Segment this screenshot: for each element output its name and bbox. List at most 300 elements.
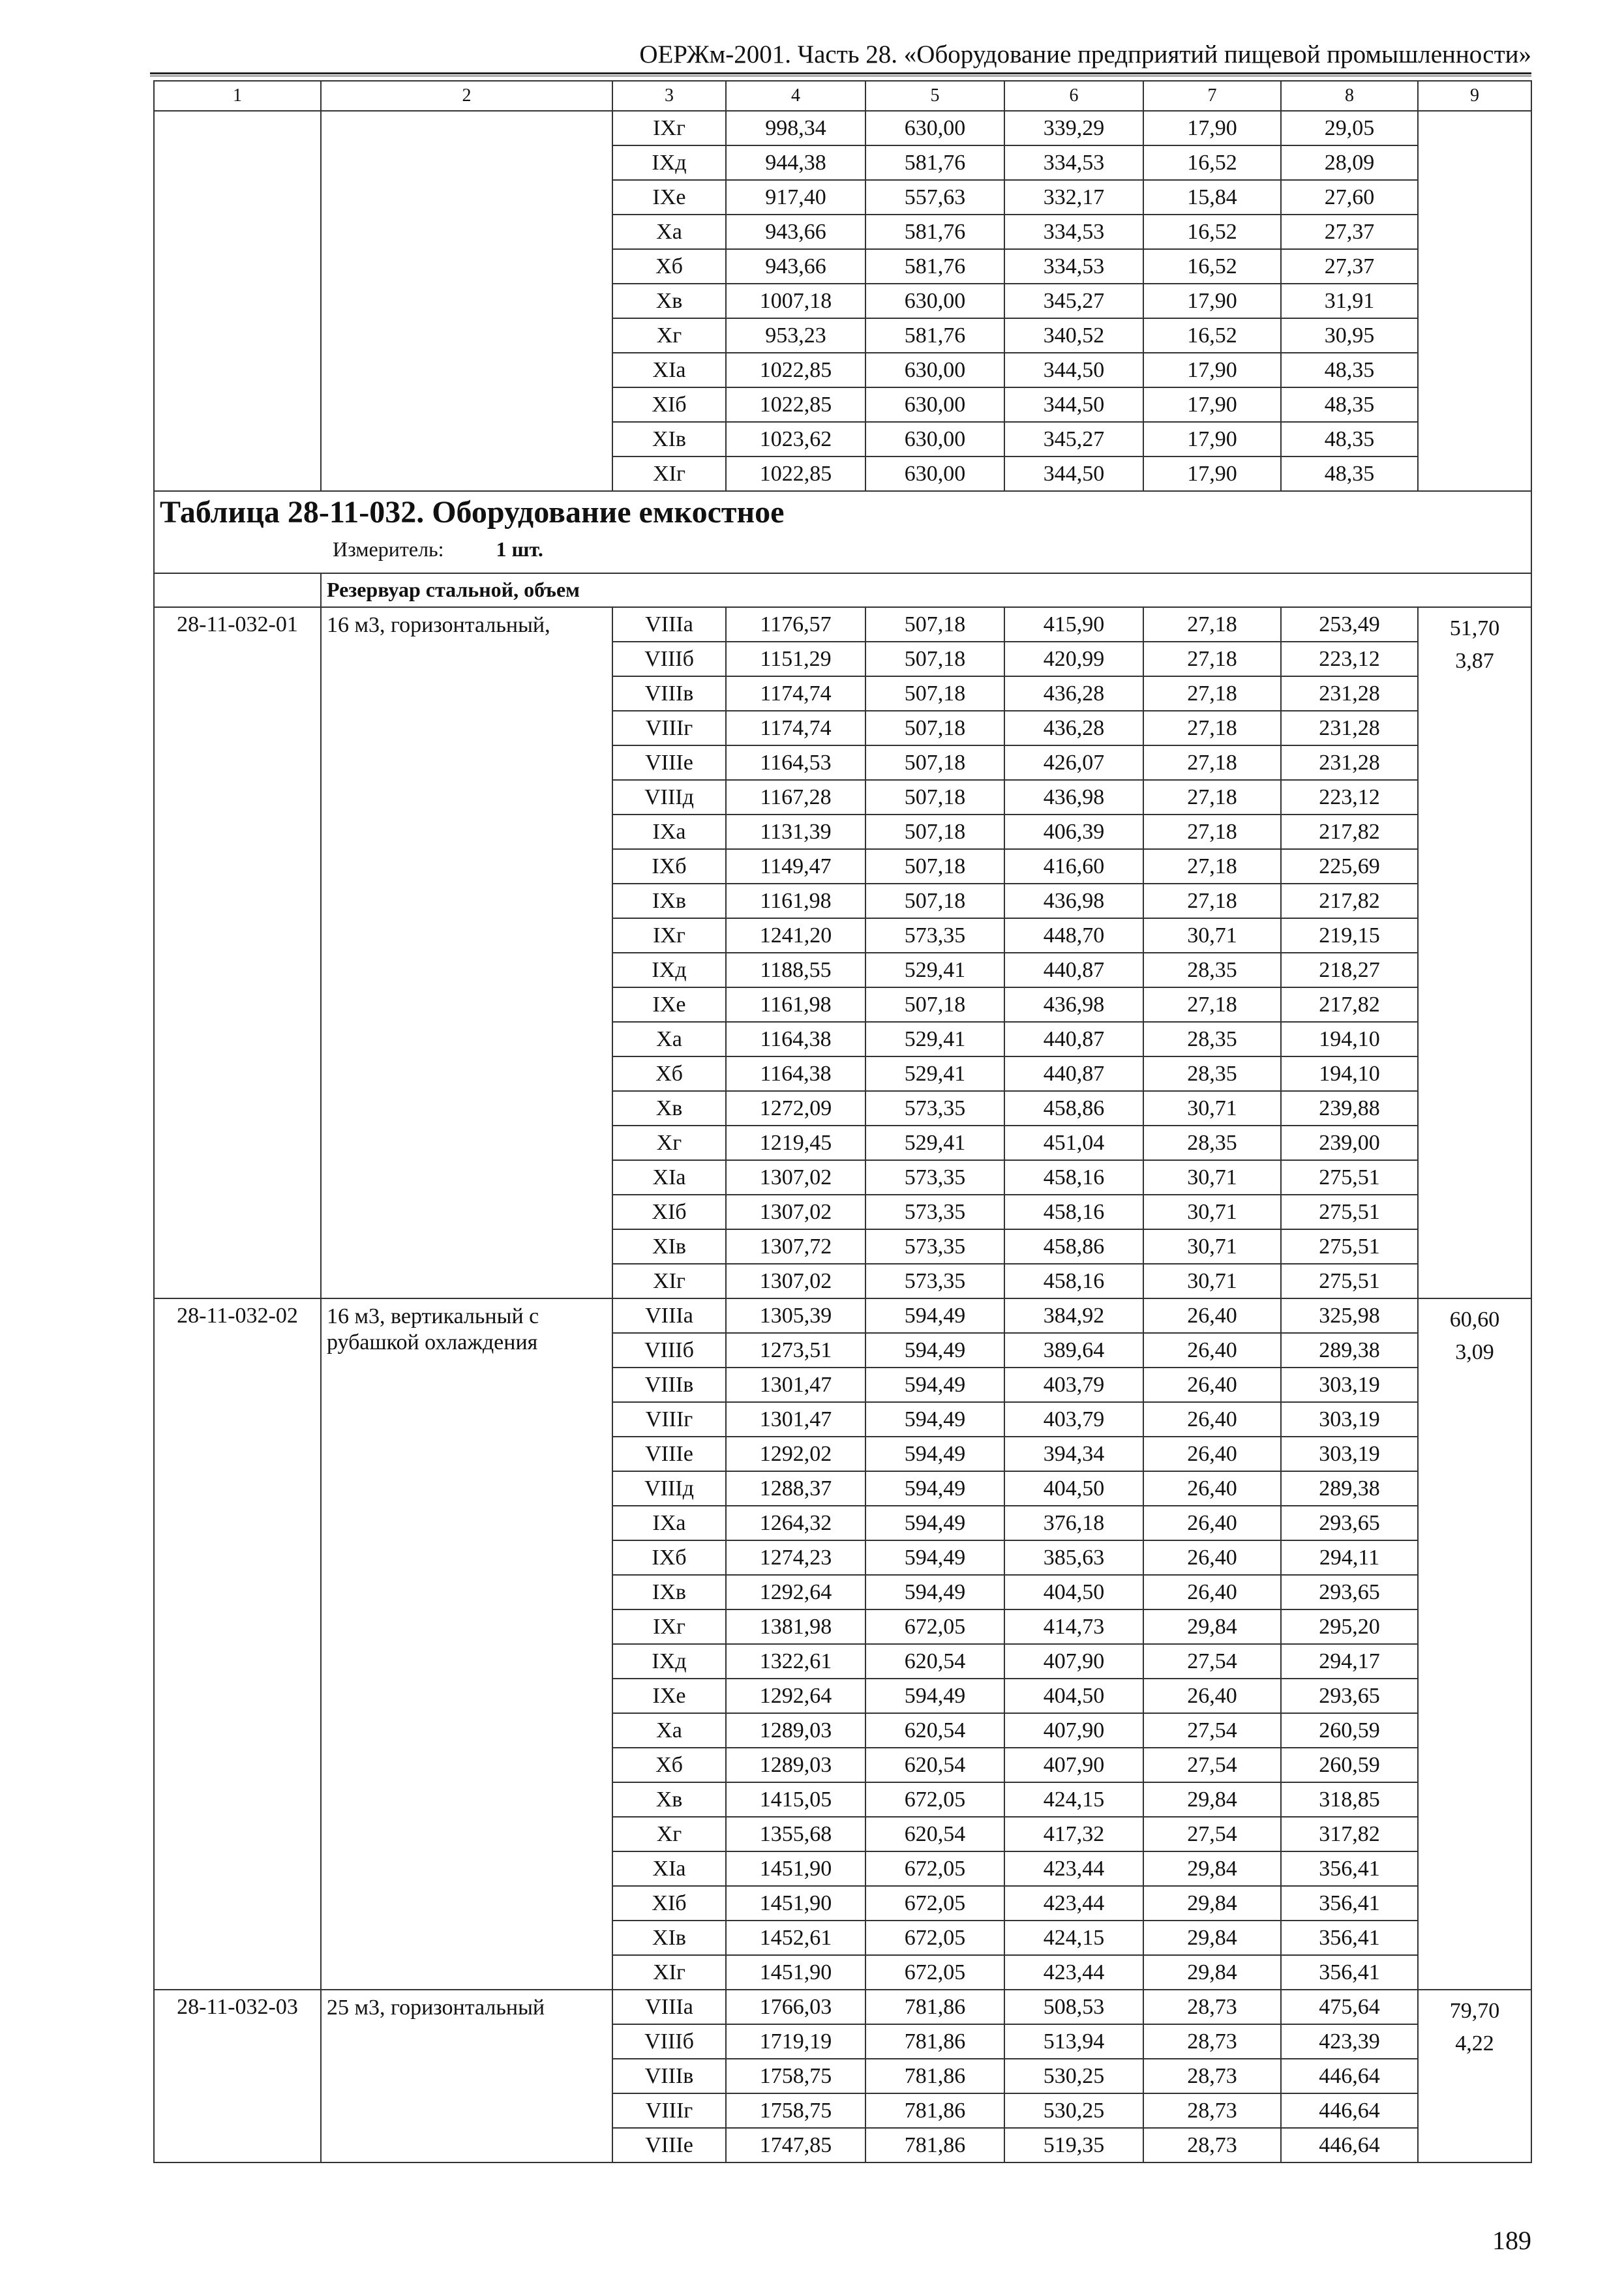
value-cell: 672,05 — [865, 1609, 1004, 1644]
value-cell: 917,40 — [726, 180, 865, 215]
value-cell: 1161,98 — [726, 884, 865, 918]
zone-cell: Xг — [612, 1817, 726, 1851]
column-number: 4 — [726, 81, 865, 111]
value-cell: 404,50 — [1004, 1679, 1143, 1713]
value-cell: 944,38 — [726, 145, 865, 180]
value-cell: 27,54 — [1143, 1713, 1281, 1748]
value-cell: 475,64 — [1281, 1990, 1418, 2024]
value-cell: 29,05 — [1281, 111, 1418, 145]
value-cell: 17,90 — [1143, 111, 1281, 145]
zone-cell: VIIIб — [612, 1333, 726, 1368]
value-cell: 436,28 — [1004, 676, 1143, 711]
value-cell: 289,38 — [1281, 1471, 1418, 1506]
value-cell: 416,60 — [1004, 849, 1143, 884]
value-cell: 420,99 — [1004, 642, 1143, 676]
value-cell: 943,66 — [726, 215, 865, 249]
zone-cell: Xг — [612, 318, 726, 353]
value-cell: 436,98 — [1004, 780, 1143, 815]
running-header: ОЕРЖм-2001. Часть 28. «Оборудование предприятий пищевой промышленности» — [639, 40, 1531, 68]
group-title-row — [154, 573, 1531, 607]
zone-cell: VIIIг — [612, 711, 726, 745]
value-cell: 630,00 — [865, 353, 1004, 387]
value-cell: 26,40 — [1143, 1437, 1281, 1471]
value-cell: 26,40 — [1143, 1368, 1281, 1402]
value-cell: 389,64 — [1004, 1333, 1143, 1368]
zone-cell: IXа — [612, 815, 726, 849]
table-row — [154, 111, 1531, 145]
zone-cell: Xа — [612, 215, 726, 249]
value-cell: 458,16 — [1004, 1195, 1143, 1229]
value-cell: 426,07 — [1004, 745, 1143, 780]
value-cell: 28,09 — [1281, 145, 1418, 180]
value-cell: 1292,02 — [726, 1437, 865, 1471]
value-cell: 998,34 — [726, 111, 865, 145]
value-cell: 507,18 — [865, 987, 1004, 1022]
value-cell: 403,79 — [1004, 1368, 1143, 1402]
value-cell: 217,82 — [1281, 987, 1418, 1022]
value-cell: 507,18 — [865, 780, 1004, 815]
value-cell: 581,76 — [865, 318, 1004, 353]
value-cell: 436,98 — [1004, 987, 1143, 1022]
value-cell: 332,17 — [1004, 180, 1143, 215]
value-cell: 26,40 — [1143, 1298, 1281, 1333]
value-cell: 1022,85 — [726, 353, 865, 387]
value-cell: 27,18 — [1143, 607, 1281, 642]
value-cell: 1415,05 — [726, 1782, 865, 1817]
value-cell: 594,49 — [865, 1679, 1004, 1713]
value-cell: 29,84 — [1143, 1851, 1281, 1886]
value-cell: 507,18 — [865, 711, 1004, 745]
value-cell: 404,50 — [1004, 1575, 1143, 1609]
value-cell: 529,41 — [865, 953, 1004, 987]
table-title-cell — [154, 491, 1531, 573]
value-cell: 630,00 — [865, 387, 1004, 422]
value-cell: 295,20 — [1281, 1609, 1418, 1644]
value-cell: 303,19 — [1281, 1402, 1418, 1437]
value-cell: 594,49 — [865, 1437, 1004, 1471]
value-cell: 231,28 — [1281, 745, 1418, 780]
value-cell: 530,25 — [1004, 2059, 1143, 2093]
value-cell: 376,18 — [1004, 1506, 1143, 1540]
value-cell: 194,10 — [1281, 1056, 1418, 1091]
value-cell: 384,92 — [1004, 1298, 1143, 1333]
zone-cell: XIа — [612, 1160, 726, 1195]
value-cell: 458,86 — [1004, 1229, 1143, 1264]
value-cell: 344,50 — [1004, 456, 1143, 491]
value-cell: 620,54 — [865, 1817, 1004, 1851]
value-cell: 1381,98 — [726, 1609, 865, 1644]
value-cell: 581,76 — [865, 249, 1004, 284]
value-cell: 26,40 — [1143, 1333, 1281, 1368]
zone-cell: VIIIв — [612, 676, 726, 711]
value-cell: 403,79 — [1004, 1402, 1143, 1437]
value-cell: 507,18 — [865, 884, 1004, 918]
value-cell: 1451,90 — [726, 1851, 865, 1886]
zone-cell: XIв — [612, 1229, 726, 1264]
value-cell: 620,54 — [865, 1748, 1004, 1782]
value-cell: 28,35 — [1143, 1022, 1281, 1056]
value-cell: 672,05 — [865, 1851, 1004, 1886]
value-cell: 27,54 — [1143, 1748, 1281, 1782]
value-cell: 458,86 — [1004, 1091, 1143, 1126]
value-cell: 1747,85 — [726, 2128, 865, 2162]
value-cell: 27,18 — [1143, 815, 1281, 849]
value-cell: 530,25 — [1004, 2093, 1143, 2128]
value-cell: 440,87 — [1004, 1056, 1143, 1091]
zone-cell: IXд — [612, 145, 726, 180]
group-title: Резервуар стальной, объем — [327, 578, 580, 602]
value-cell: 620,54 — [865, 1713, 1004, 1748]
value-cell: 1451,90 — [726, 1886, 865, 1921]
value-cell: 231,28 — [1281, 676, 1418, 711]
value-cell: 1149,47 — [726, 849, 865, 884]
value-cell: 1307,02 — [726, 1264, 865, 1298]
value-cell: 1164,38 — [726, 1056, 865, 1091]
zone-cell: IXв — [612, 884, 726, 918]
value-cell: 26,40 — [1143, 1402, 1281, 1437]
zone-cell: IXе — [612, 180, 726, 215]
col9-value: 3,87 — [1455, 649, 1494, 673]
value-cell: 1307,02 — [726, 1160, 865, 1195]
value-cell: 507,18 — [865, 607, 1004, 642]
value-cell: 446,64 — [1281, 2093, 1418, 2128]
value-cell: 436,28 — [1004, 711, 1143, 745]
value-cell: 573,35 — [865, 1160, 1004, 1195]
value-cell: 30,71 — [1143, 1229, 1281, 1264]
value-cell: 594,49 — [865, 1506, 1004, 1540]
value-cell: 28,73 — [1143, 2024, 1281, 2059]
value-cell: 26,40 — [1143, 1540, 1281, 1575]
value-cell: 1164,38 — [726, 1022, 865, 1056]
value-cell: 672,05 — [865, 1886, 1004, 1921]
item-code: 28-11-032-02 — [154, 1298, 321, 1990]
value-cell: 27,54 — [1143, 1644, 1281, 1679]
value-cell: 594,49 — [865, 1402, 1004, 1437]
zone-cell: Xг — [612, 1126, 726, 1160]
value-cell: 1719,19 — [726, 2024, 865, 2059]
value-cell: 27,60 — [1281, 180, 1418, 215]
value-cell: 28,35 — [1143, 953, 1281, 987]
value-cell: 529,41 — [865, 1022, 1004, 1056]
value-cell: 29,84 — [1143, 1955, 1281, 1990]
zone-cell: VIIIд — [612, 1471, 726, 1506]
value-cell: 513,94 — [1004, 2024, 1143, 2059]
zone-cell: XIб — [612, 1195, 726, 1229]
value-cell: 1219,45 — [726, 1126, 865, 1160]
value-cell: 781,86 — [865, 2024, 1004, 2059]
value-cell: 630,00 — [865, 422, 1004, 456]
value-cell: 1164,53 — [726, 745, 865, 780]
zone-cell: XIа — [612, 1851, 726, 1886]
value-cell: 223,12 — [1281, 780, 1418, 815]
value-cell: 424,15 — [1004, 1782, 1143, 1817]
value-cell: 28,73 — [1143, 2093, 1281, 2128]
value-cell: 48,35 — [1281, 422, 1418, 456]
value-cell: 28,35 — [1143, 1126, 1281, 1160]
value-cell: 28,35 — [1143, 1056, 1281, 1091]
value-cell: 507,18 — [865, 745, 1004, 780]
value-cell: 29,84 — [1143, 1886, 1281, 1921]
column-number: 5 — [865, 81, 1004, 111]
value-cell: 356,41 — [1281, 1921, 1418, 1955]
zone-cell: XIг — [612, 456, 726, 491]
value-cell: 334,53 — [1004, 145, 1143, 180]
empty-cell — [154, 573, 321, 607]
table-title: Таблица 28-11-032. Оборудование емкостное — [160, 495, 785, 530]
value-cell: 407,90 — [1004, 1644, 1143, 1679]
value-cell: 1007,18 — [726, 284, 865, 318]
zone-cell: VIIIа — [612, 607, 726, 642]
value-cell: 17,90 — [1143, 284, 1281, 318]
value-cell: 29,84 — [1143, 1921, 1281, 1955]
value-cell: 17,90 — [1143, 353, 1281, 387]
col9-cell — [1418, 1990, 1531, 2162]
value-cell: 344,50 — [1004, 353, 1143, 387]
value-cell: 48,35 — [1281, 387, 1418, 422]
value-cell: 594,49 — [865, 1575, 1004, 1609]
value-cell: 30,71 — [1143, 1091, 1281, 1126]
value-cell: 407,90 — [1004, 1713, 1143, 1748]
value-cell: 17,90 — [1143, 422, 1281, 456]
value-cell: 294,11 — [1281, 1540, 1418, 1575]
value-cell: 16,52 — [1143, 318, 1281, 353]
value-cell: 620,54 — [865, 1644, 1004, 1679]
value-cell: 223,12 — [1281, 642, 1418, 676]
value-cell: 27,18 — [1143, 849, 1281, 884]
zone-cell: VIIIе — [612, 1437, 726, 1471]
zone-cell: IXг — [612, 1609, 726, 1644]
value-cell: 1161,98 — [726, 987, 865, 1022]
item-description: 16 м3, горизонтальный, — [321, 607, 612, 1298]
column-number: 6 — [1004, 81, 1143, 111]
value-cell: 275,51 — [1281, 1195, 1418, 1229]
value-cell: 275,51 — [1281, 1229, 1418, 1264]
zone-cell: XIв — [612, 422, 726, 456]
value-cell: 218,27 — [1281, 953, 1418, 987]
value-cell: 27,37 — [1281, 249, 1418, 284]
value-cell: 594,49 — [865, 1333, 1004, 1368]
value-cell: 217,82 — [1281, 884, 1418, 918]
value-cell: 31,91 — [1281, 284, 1418, 318]
zone-cell: VIIIе — [612, 2128, 726, 2162]
value-cell: 356,41 — [1281, 1955, 1418, 1990]
value-cell: 26,40 — [1143, 1471, 1281, 1506]
value-cell: 1292,64 — [726, 1679, 865, 1713]
col9-cell — [1418, 607, 1531, 1298]
value-cell: 1758,75 — [726, 2093, 865, 2128]
value-cell: 318,85 — [1281, 1782, 1418, 1817]
value-cell: 1355,68 — [726, 1817, 865, 1851]
table-row — [154, 1990, 1531, 2024]
value-cell: 253,49 — [1281, 607, 1418, 642]
value-cell: 219,15 — [1281, 918, 1418, 953]
value-cell: 594,49 — [865, 1368, 1004, 1402]
value-cell: 28,73 — [1143, 1990, 1281, 2024]
value-cell: 507,18 — [865, 815, 1004, 849]
value-cell: 260,59 — [1281, 1713, 1418, 1748]
page-number: 189 — [1492, 2226, 1531, 2255]
item-description: 16 м3, вертикальный с рубашкой охлаждения — [321, 1298, 612, 1990]
zone-cell: IXг — [612, 918, 726, 953]
value-cell: 356,41 — [1281, 1851, 1418, 1886]
value-cell: 557,63 — [865, 180, 1004, 215]
value-cell: 573,35 — [865, 1229, 1004, 1264]
zone-cell: XIб — [612, 1886, 726, 1921]
value-cell: 26,40 — [1143, 1575, 1281, 1609]
table-title-row — [154, 491, 1531, 573]
value-cell: 781,86 — [865, 1990, 1004, 2024]
zone-cell: Xв — [612, 1091, 726, 1126]
value-cell: 423,44 — [1004, 1851, 1143, 1886]
value-cell: 1174,74 — [726, 711, 865, 745]
value-cell: 630,00 — [865, 456, 1004, 491]
value-cell: 260,59 — [1281, 1748, 1418, 1782]
value-cell: 529,41 — [865, 1056, 1004, 1091]
value-cell: 48,35 — [1281, 353, 1418, 387]
value-cell: 573,35 — [865, 1091, 1004, 1126]
col9-value: 4,22 — [1455, 2031, 1494, 2056]
value-cell: 317,82 — [1281, 1817, 1418, 1851]
value-cell: 423,39 — [1281, 2024, 1418, 2059]
value-cell: 293,65 — [1281, 1506, 1418, 1540]
value-cell: 1451,90 — [726, 1955, 865, 1990]
value-cell: 27,54 — [1143, 1817, 1281, 1851]
value-cell: 1023,62 — [726, 422, 865, 456]
table-row — [154, 1298, 1531, 1333]
value-cell: 1022,85 — [726, 456, 865, 491]
value-cell: 1307,72 — [726, 1229, 865, 1264]
zone-cell: IXе — [612, 987, 726, 1022]
value-cell: 29,84 — [1143, 1609, 1281, 1644]
value-cell: 1288,37 — [726, 1471, 865, 1506]
col9-value: 51,70 — [1449, 616, 1500, 640]
value-cell: 448,70 — [1004, 918, 1143, 953]
column-number: 9 — [1418, 81, 1531, 111]
value-cell: 30,71 — [1143, 1264, 1281, 1298]
value-cell: 519,35 — [1004, 2128, 1143, 2162]
value-cell: 15,84 — [1143, 180, 1281, 215]
group-title-cell — [321, 573, 1531, 607]
measure-value: 1 шт. — [496, 537, 543, 561]
value-cell: 1151,29 — [726, 642, 865, 676]
value-cell: 573,35 — [865, 1195, 1004, 1229]
value-cell: 594,49 — [865, 1540, 1004, 1575]
column-number: 7 — [1143, 81, 1281, 111]
item-code: 28-11-032-03 — [154, 1990, 321, 2162]
value-cell: 404,50 — [1004, 1471, 1143, 1506]
zone-cell: VIIIв — [612, 2059, 726, 2093]
col9-cell — [1418, 1298, 1531, 1990]
zone-cell: VIIIв — [612, 1368, 726, 1402]
value-cell: 1174,74 — [726, 676, 865, 711]
value-cell: 451,04 — [1004, 1126, 1143, 1160]
value-cell: 943,66 — [726, 249, 865, 284]
zone-cell: XIг — [612, 1955, 726, 1990]
value-cell: 458,16 — [1004, 1160, 1143, 1195]
value-cell: 1766,03 — [726, 1990, 865, 2024]
value-cell: 27,18 — [1143, 884, 1281, 918]
col9-cell — [1418, 111, 1531, 491]
zone-cell: Xб — [612, 1056, 726, 1091]
table-row — [154, 607, 1531, 642]
value-cell: 1289,03 — [726, 1713, 865, 1748]
value-cell: 423,44 — [1004, 1886, 1143, 1921]
value-cell: 30,71 — [1143, 918, 1281, 953]
col9-value: 79,70 — [1449, 1999, 1500, 2023]
value-cell: 1301,47 — [726, 1368, 865, 1402]
value-cell: 294,17 — [1281, 1644, 1418, 1679]
zone-cell: IXб — [612, 849, 726, 884]
value-cell: 672,05 — [865, 1921, 1004, 1955]
value-cell: 1022,85 — [726, 387, 865, 422]
value-cell: 344,50 — [1004, 387, 1143, 422]
value-cell: 16,52 — [1143, 215, 1281, 249]
value-cell: 594,49 — [865, 1298, 1004, 1333]
value-cell: 507,18 — [865, 849, 1004, 884]
value-cell: 27,18 — [1143, 676, 1281, 711]
value-cell: 28,73 — [1143, 2128, 1281, 2162]
value-cell: 953,23 — [726, 318, 865, 353]
value-cell: 1273,51 — [726, 1333, 865, 1368]
value-cell: 17,90 — [1143, 456, 1281, 491]
zone-cell: XIв — [612, 1921, 726, 1955]
value-cell: 340,52 — [1004, 318, 1143, 353]
value-cell: 27,18 — [1143, 745, 1281, 780]
zone-cell: VIIIа — [612, 1298, 726, 1333]
value-cell: 672,05 — [865, 1782, 1004, 1817]
zone-cell: Xб — [612, 249, 726, 284]
value-cell: 27,18 — [1143, 780, 1281, 815]
column-number: 3 — [612, 81, 726, 111]
zone-cell: Xа — [612, 1713, 726, 1748]
value-cell: 334,53 — [1004, 249, 1143, 284]
value-cell: 440,87 — [1004, 1022, 1143, 1056]
zone-cell: XIб — [612, 387, 726, 422]
col9-value: 60,60 — [1449, 1308, 1500, 1332]
value-cell: 293,65 — [1281, 1575, 1418, 1609]
value-cell: 1131,39 — [726, 815, 865, 849]
value-cell: 30,95 — [1281, 318, 1418, 353]
zone-cell: VIIIе — [612, 745, 726, 780]
value-cell: 630,00 — [865, 111, 1004, 145]
value-cell: 1274,23 — [726, 1540, 865, 1575]
value-cell: 303,19 — [1281, 1368, 1418, 1402]
item-code: 28-11-032-01 — [154, 607, 321, 1298]
value-cell: 1272,09 — [726, 1091, 865, 1126]
zone-cell: VIIIд — [612, 780, 726, 815]
value-cell: 458,16 — [1004, 1264, 1143, 1298]
value-cell: 239,00 — [1281, 1126, 1418, 1160]
value-cell: 417,32 — [1004, 1817, 1143, 1851]
zone-cell: XIг — [612, 1264, 726, 1298]
value-cell: 16,52 — [1143, 145, 1281, 180]
value-cell: 781,86 — [865, 2059, 1004, 2093]
value-cell: 356,41 — [1281, 1886, 1418, 1921]
column-number: 1 — [154, 81, 321, 111]
zone-cell: Xв — [612, 1782, 726, 1817]
value-cell: 1322,61 — [726, 1644, 865, 1679]
value-cell: 1305,39 — [726, 1298, 865, 1333]
value-cell: 507,18 — [865, 676, 1004, 711]
value-cell: 27,18 — [1143, 711, 1281, 745]
zone-cell: Xб — [612, 1748, 726, 1782]
value-cell: 446,64 — [1281, 2059, 1418, 2093]
value-cell: 30,71 — [1143, 1195, 1281, 1229]
value-cell: 29,84 — [1143, 1782, 1281, 1817]
value-cell: 630,00 — [865, 284, 1004, 318]
value-cell: 275,51 — [1281, 1264, 1418, 1298]
zone-cell: IXб — [612, 1540, 726, 1575]
